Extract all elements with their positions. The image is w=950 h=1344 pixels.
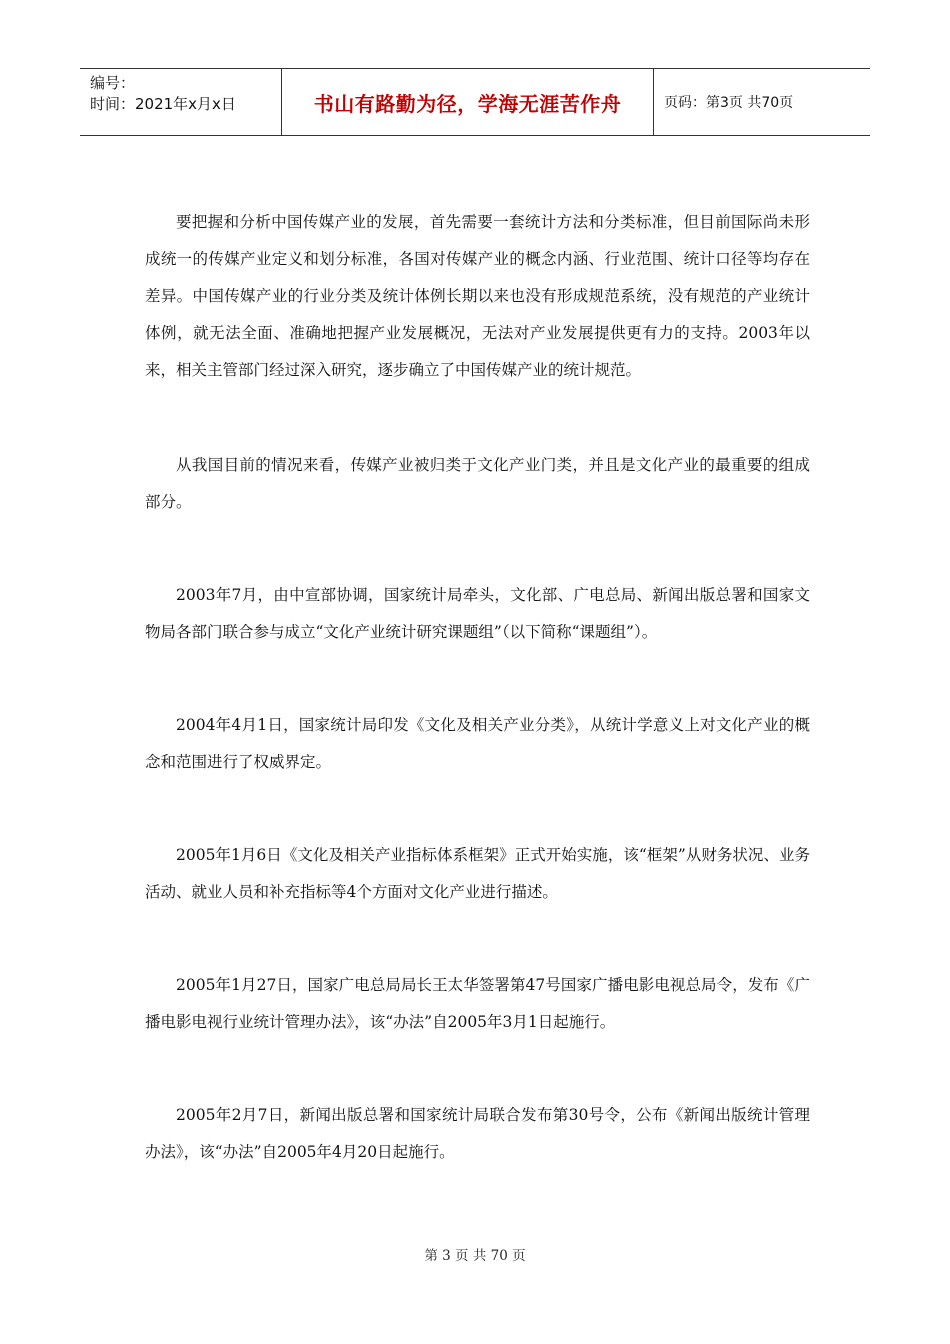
header-meta: [80, 69, 281, 135]
page-footer: 第 3 页 共 70 页: [424, 1248, 526, 1264]
paragraph-5: 2005年1月6日《文化及相关产业指标体系框架》正式开始实施，该“框架”从财务状况、业务活动、就业人员和补充指标等4个方面对文化产业进行描述。: [145, 846, 810, 901]
paragraph-6: 2005年1月27日，国家广电总局局长王太华签署第47号国家广播电影电视总局令，发布《广播电影电视行业统计管理办法》，该“办法”自2005年3月1日起施行。: [145, 976, 810, 1031]
number-label: 编号：: [90, 74, 136, 92]
header-page-info: 页码：第3页 共70页: [664, 95, 794, 111]
paragraph-7: 2005年2月7日，新闻出版总署和国家统计局联合发布第30号令，公布《新闻出版统计管理办法》，该“办法”自2005年4月20日起施行。: [145, 1106, 810, 1161]
header-motto: 书山有路勤为径，学海无涯苦作舟: [281, 69, 654, 135]
paragraph-4: 2004年4月1日，国家统计局印发《文化及相关产业分类》，从统计学意义上对文化产业的概念和范围进行了权威界定。: [145, 716, 810, 771]
document-body: [145, 204, 810, 1227]
paragraph-3: 2003年7月，由中宣部协调，国家统计局牵头，文化部、广电总局、新闻出版总署和国家文物局各部门联合参与成立“文化产业统计研究课题组”（以下简称“课题组”）。: [145, 586, 810, 641]
page-header: [80, 68, 870, 136]
time-label: 时间：2021年x月x日: [90, 95, 236, 113]
paragraph-1: 要把握和分析中国传媒产业的发展，首先需要一套统计方法和分类标准，但目前国际尚未形成统一的传媒产业定义和划分标准，各国对传媒产业的概念内涵、行业范围、统计口径等均存在差异。中国传媒产业的行业分类及统计体例长期以来也没有形成规范系统，没有规范的产业统计体例，就无法全面、准确地把握产业发展概况，无法对产业发展提供更有力的支持。2003年以来，相关主管部门经过深入研究，逐步确立了中国传媒产业的统计规范。: [145, 213, 810, 379]
paragraph-2: 从我国目前的情况来看，传媒产业被归类于文化产业门类，并且是文化产业的最重要的组成部分。: [145, 456, 810, 511]
